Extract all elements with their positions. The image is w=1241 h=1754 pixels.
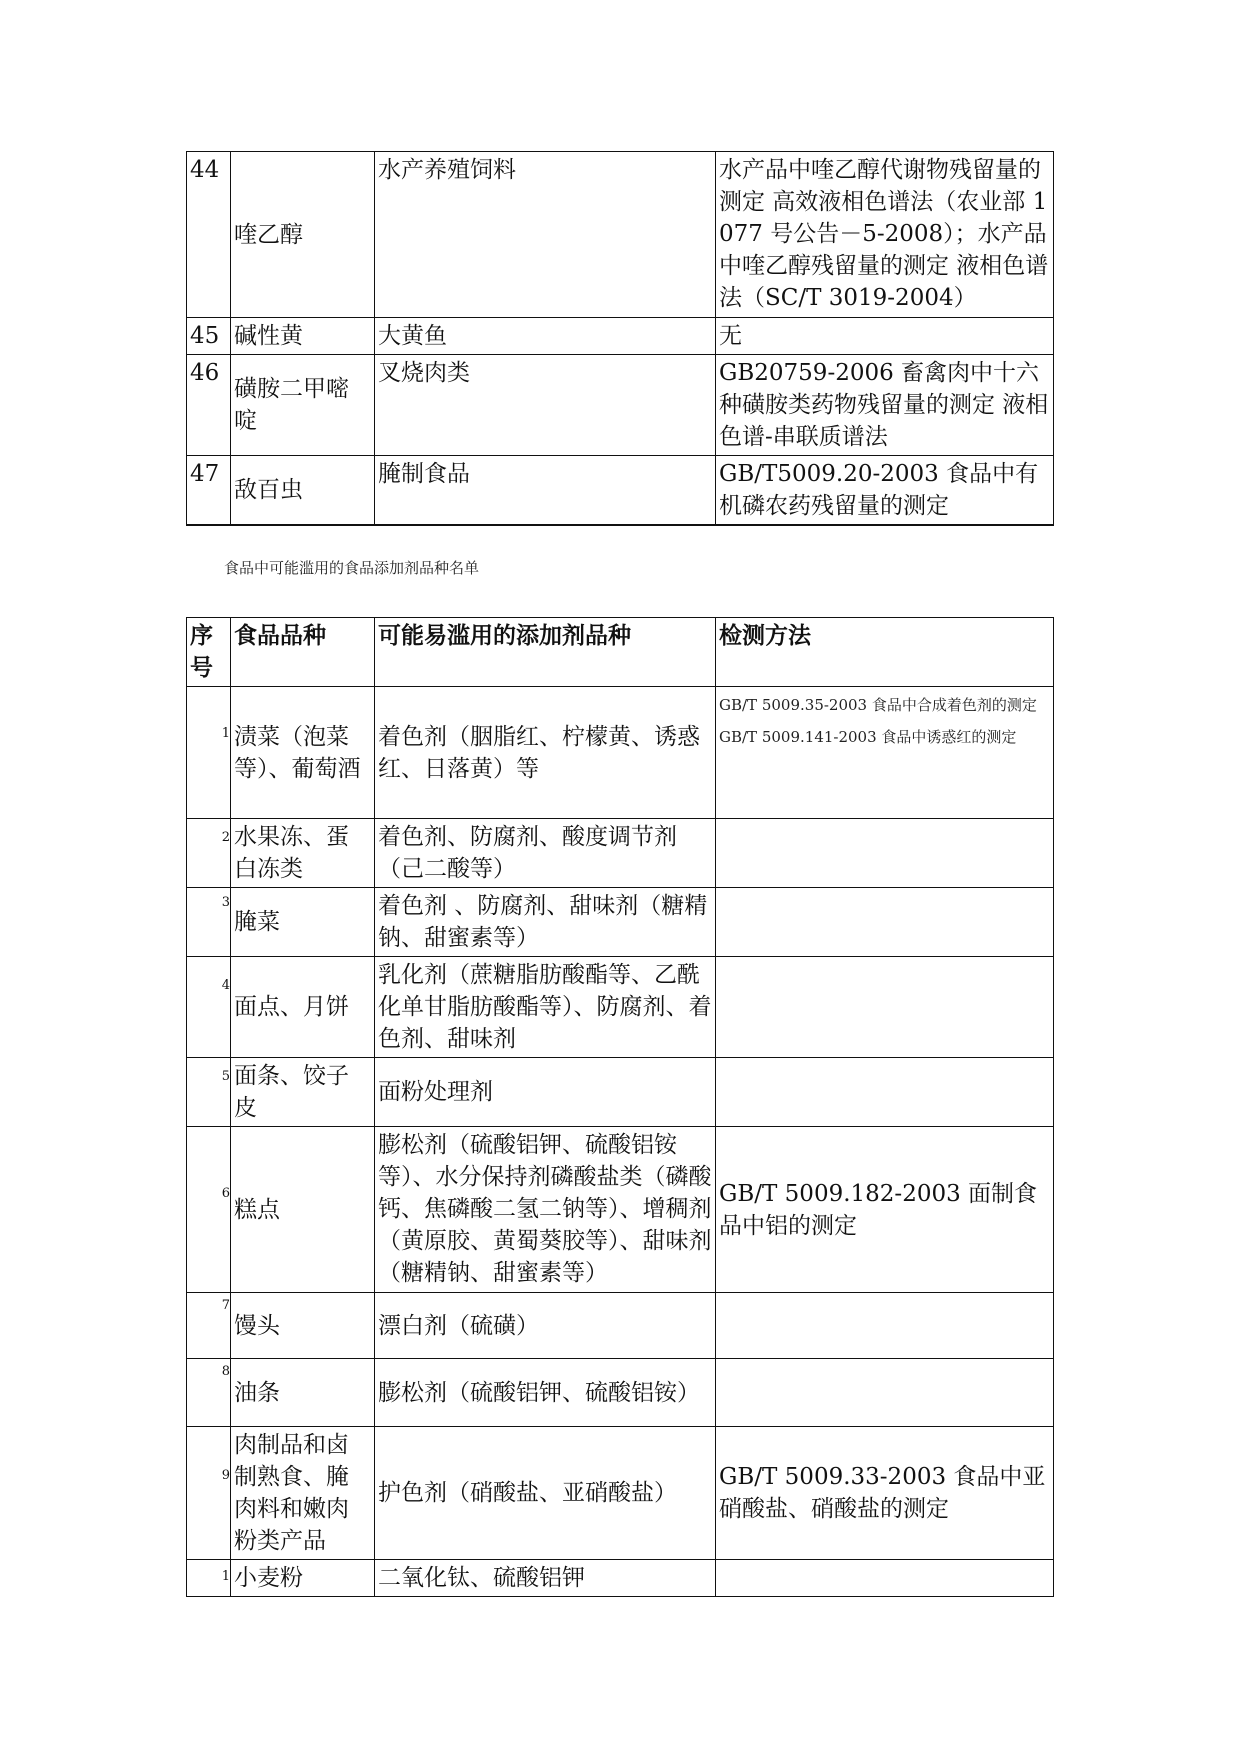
test-method: 无 [716, 318, 1054, 355]
header-row [187, 618, 1054, 687]
table-caption: 食品中可能滥用的食品添加剂品种名单 [224, 559, 480, 577]
food-item: 腌菜 [231, 888, 375, 957]
additive-list: 着色剂、防腐剂、酸度调节剂（己二酸等） [375, 819, 716, 888]
row-number: 3 [221, 895, 230, 910]
food-item: 肉制品和卤制熟食、腌肉料和嫩肉粉类产品 [231, 1427, 375, 1560]
additive-list: 膨松剂（硫酸铝钾、硫酸铝铵） [375, 1359, 716, 1427]
food-item: 渍菜（泡菜等）、葡萄酒 [231, 687, 375, 819]
row-number: 9 [221, 1468, 230, 1483]
header-food: 食品品种 [231, 618, 375, 687]
row-number: 1 [221, 1569, 230, 1584]
row-number: 2 [221, 830, 230, 845]
row-number: 5 [221, 1069, 230, 1084]
table-row [187, 318, 1054, 355]
additive-list: 着色剂 、防腐剂、甜味剂（糖精钠、甜蜜素等） [375, 888, 716, 957]
table-row [187, 1127, 1054, 1293]
food-category: 大黄鱼 [375, 318, 716, 355]
veterinary-drug-table [186, 151, 1054, 526]
food-additive-table [186, 617, 1054, 1597]
food-item: 油条 [231, 1359, 375, 1427]
test-method [716, 957, 1054, 1058]
table-row [187, 355, 1054, 456]
substance-name: 碱性黄 [231, 318, 375, 355]
row-number: 46 [187, 355, 231, 456]
table-row [187, 456, 1054, 526]
test-method: GB/T5009.20-2003 食品中有机磷农药残留量的测定 [716, 456, 1054, 526]
substance-name: 敌百虫 [231, 456, 375, 526]
table-row [187, 1058, 1054, 1127]
food-item: 馒头 [231, 1293, 375, 1359]
row-number: 4 [221, 978, 230, 993]
test-method: GB20759-2006 畜禽肉中十六种磺胺类药物残留量的测定 液相色谱-串联质谱法 [716, 355, 1054, 456]
table-row [187, 1427, 1054, 1560]
substance-name: 磺胺二甲嘧啶 [231, 355, 375, 456]
table-row [187, 1560, 1054, 1597]
row-number: 8 [221, 1364, 230, 1379]
header-method: 检测方法 [716, 618, 1054, 687]
table-row [187, 152, 1054, 318]
additive-list: 护色剂（硝酸盐、亚硝酸盐） [375, 1427, 716, 1560]
table-row [187, 687, 1054, 819]
table-row [187, 819, 1054, 888]
additive-list: 漂白剂（硫磺） [375, 1293, 716, 1359]
food-category: 腌制食品 [375, 456, 716, 526]
food-item: 面点、月饼 [231, 957, 375, 1058]
row-number: 44 [187, 152, 231, 318]
header-number: 序号 [187, 618, 231, 687]
row-number: 6 [221, 1186, 230, 1201]
row-number: 1 [221, 726, 230, 741]
additive-list: 二氧化钛、硫酸铝钾 [375, 1560, 716, 1597]
test-method [716, 1293, 1054, 1359]
test-method: 水产品中喹乙醇代谢物残留量的测定 高效液相色谱法（农业部 1077 号公告－5-2008）；水产品中喹乙醇残留量的测定 液相色谱法（SC/T 3019-2004） [716, 152, 1054, 318]
table-row [187, 1293, 1054, 1359]
food-category: 叉烧肉类 [375, 355, 716, 456]
row-number: 45 [187, 318, 231, 355]
test-method: GB/T 5009.35-2003 食品中合成着色剂的测定 GB/T 5009.141-2003 食品中诱惑红的测定 [716, 687, 1054, 819]
test-method [716, 1560, 1054, 1597]
food-item: 水果冻、蛋白冻类 [231, 819, 375, 888]
test-method [716, 888, 1054, 957]
additive-list: 乳化剂（蔗糖脂肪酸酯等、乙酰化单甘脂肪酸酯等）、防腐剂、着色剂、甜味剂 [375, 957, 716, 1058]
test-method [716, 1058, 1054, 1127]
food-category: 水产养殖饲料 [375, 152, 716, 318]
test-method [716, 1359, 1054, 1427]
table-row [187, 1359, 1054, 1427]
header-additive: 可能易滥用的添加剂品种 [375, 618, 716, 687]
row-number: 47 [187, 456, 231, 526]
substance-name: 喹乙醇 [231, 152, 375, 318]
additive-list: 面粉处理剂 [375, 1058, 716, 1127]
table-row [187, 957, 1054, 1058]
additive-list: 着色剂（胭脂红、柠檬黄、诱惑红、日落黄）等 [375, 687, 716, 819]
test-method: GB/T 5009.33-2003 食品中亚硝酸盐、硝酸盐的测定 [716, 1427, 1054, 1560]
food-item: 糕点 [231, 1127, 375, 1293]
test-method: GB/T 5009.182-2003 面制食品中铝的测定 [716, 1127, 1054, 1293]
food-item: 小麦粉 [231, 1560, 375, 1597]
additive-list: 膨松剂（硫酸铝钾、硫酸铝铵等）、水分保持剂磷酸盐类（磷酸钙、焦磷酸二氢二钠等）、增稠剂（黄原胶、黄蜀葵胶等）、甜味剂（糖精钠、甜蜜素等） [375, 1127, 716, 1293]
food-item: 面条、饺子皮 [231, 1058, 375, 1127]
row-number: 7 [221, 1298, 230, 1313]
test-method [716, 819, 1054, 888]
table-row [187, 888, 1054, 957]
